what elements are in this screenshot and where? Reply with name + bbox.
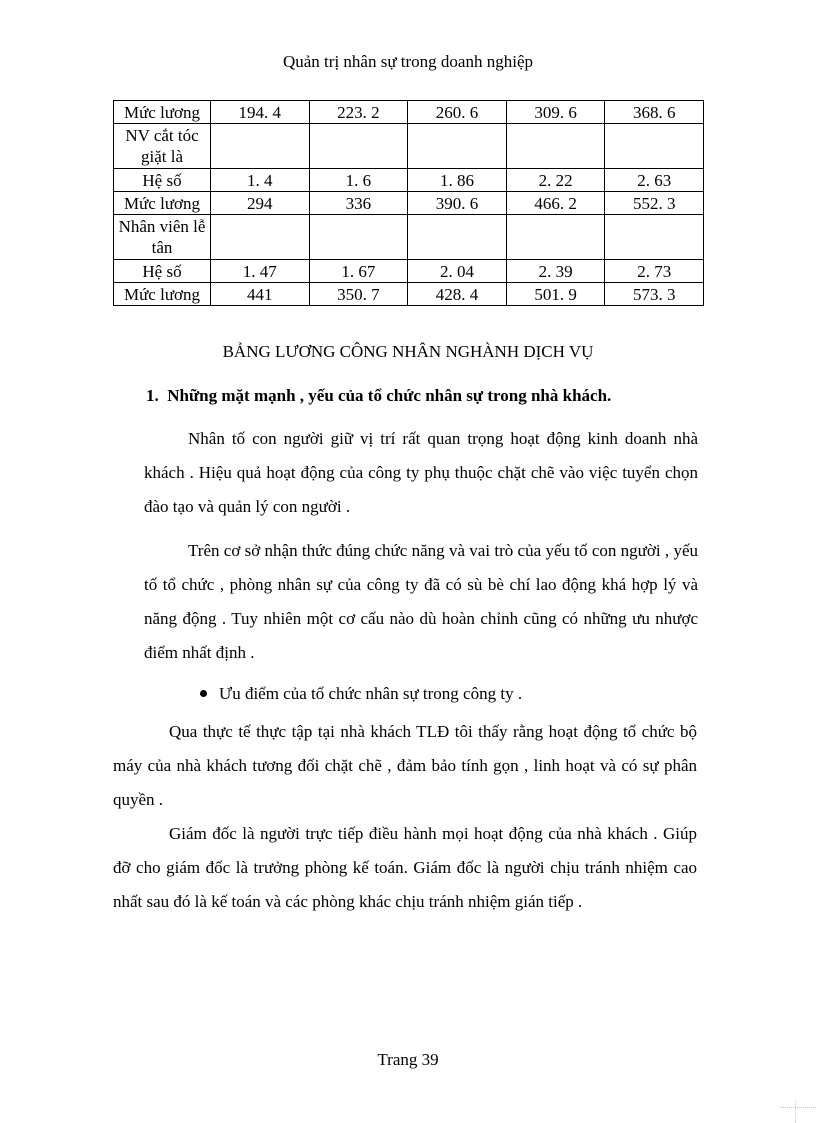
- row-label: Hệ số: [114, 260, 211, 283]
- page-header: Quản trị nhân sự trong doanh nghiệp: [282, 52, 533, 71]
- table-cell: 336: [309, 192, 408, 215]
- table-caption: BẢNG LƯƠNG CÔNG NHÂN NGHÀNH DỊCH VỤ: [222, 342, 594, 361]
- table-cell: 466. 2: [506, 192, 605, 215]
- table-cell: 1. 86: [408, 169, 507, 192]
- table-cell: 294: [211, 192, 310, 215]
- table-cell: 194. 4: [211, 101, 310, 124]
- paragraph-1: Nhân tố con người giữ vị trí rất quan trọng hoạt động kinh doanh nhà khách . Hiệu quả hoạt động của công ty phụ thuộc chặt chẽ vào việc tuyển chọn đào tạo và quản lý con người .: [144, 429, 698, 516]
- table-row: [114, 124, 704, 169]
- table-cell: 368. 6: [605, 101, 704, 124]
- table-cell: 1. 4: [211, 169, 310, 192]
- bullet-dot-icon: [200, 690, 207, 697]
- table-cell: 2. 04: [408, 260, 507, 283]
- page-number: Trang 39: [377, 1050, 439, 1069]
- table-cell: 428. 4: [408, 283, 507, 306]
- section-heading: [146, 386, 611, 406]
- table-row: [114, 169, 704, 192]
- paragraph-3: Qua thực tế thực tập tại nhà khách TLĐ tôi thấy rằng hoạt động tổ chức bộ máy của nhà khách tương đối chặt chẽ , đảm bảo tính gọn , linh hoạt và có sự phân quyền .: [113, 722, 697, 809]
- table-row: [114, 283, 704, 306]
- table-cell: 223. 2: [309, 101, 408, 124]
- table-cell: 1. 6: [309, 169, 408, 192]
- table-cell: [408, 124, 507, 169]
- table-row: [114, 101, 704, 124]
- row-label: Nhân viên lễ tân: [114, 215, 211, 260]
- table-cell: [408, 215, 507, 260]
- section-number: 1.: [146, 386, 159, 405]
- paragraph-4: Giám đốc là người trực tiếp điều hành mọi hoạt động của nhà khách . Giúp đỡ cho giám đốc là trưởng phòng kế toán. Giám đốc là người chịu tránh nhiệm cao nhất sau đó là kế toán và các phòng khác chịu tránh nhiệm gián tiếp .: [113, 824, 697, 911]
- section-title: Những mặt mạnh , yếu của tổ chức nhân sự trong nhà khách.: [167, 386, 612, 405]
- table-cell: 390. 6: [408, 192, 507, 215]
- table-cell: 260. 6: [408, 101, 507, 124]
- row-label: Hệ số: [114, 169, 211, 192]
- table-cell: [309, 124, 408, 169]
- paragraph-2: Trên cơ sở nhận thức đúng chức năng và vai trò của yếu tố con người , yếu tố tổ chức , phòng nhân sự của công ty đã có sù bè chí lao động khá hợp lý và năng động . Tuy nhiên một cơ cấu nào dù hoàn chỉnh cũng có những ưu nhược điểm nhất định .: [144, 541, 698, 662]
- bullet-text: Ưu điểm của tổ chức nhân sự trong công ty .: [219, 684, 523, 703]
- table-cell: [506, 215, 605, 260]
- table-cell: [309, 215, 408, 260]
- table-cell: [506, 124, 605, 169]
- table-cell: 501. 9: [506, 283, 605, 306]
- table-cell: 350. 7: [309, 283, 408, 306]
- row-label: NV cắt tóc giặt là: [114, 124, 211, 169]
- table-cell: 573. 3: [605, 283, 704, 306]
- table-row: [114, 215, 704, 260]
- table-cell: 309. 6: [506, 101, 605, 124]
- table-row: [114, 192, 704, 215]
- table-cell: 1. 67: [309, 260, 408, 283]
- salary-table: [113, 100, 704, 306]
- table-row: [114, 260, 704, 283]
- table-cell: [605, 215, 704, 260]
- row-label: Mức lương: [114, 283, 211, 306]
- table-cell: 2. 63: [605, 169, 704, 192]
- bullet-item: [200, 684, 522, 704]
- table-cell: [605, 124, 704, 169]
- table-cell: [211, 124, 310, 169]
- row-label: Mức lương: [114, 101, 211, 124]
- table-cell: 2. 73: [605, 260, 704, 283]
- row-label: Mức lương: [114, 192, 211, 215]
- table-cell: [211, 215, 310, 260]
- page-corner-mark-h: [780, 1107, 816, 1108]
- table-cell: 2. 39: [506, 260, 605, 283]
- page-corner-mark: [795, 1100, 796, 1123]
- table-cell: 2. 22: [506, 169, 605, 192]
- table-cell: 552. 3: [605, 192, 704, 215]
- table-cell: 1. 47: [211, 260, 310, 283]
- table-cell: 441: [211, 283, 310, 306]
